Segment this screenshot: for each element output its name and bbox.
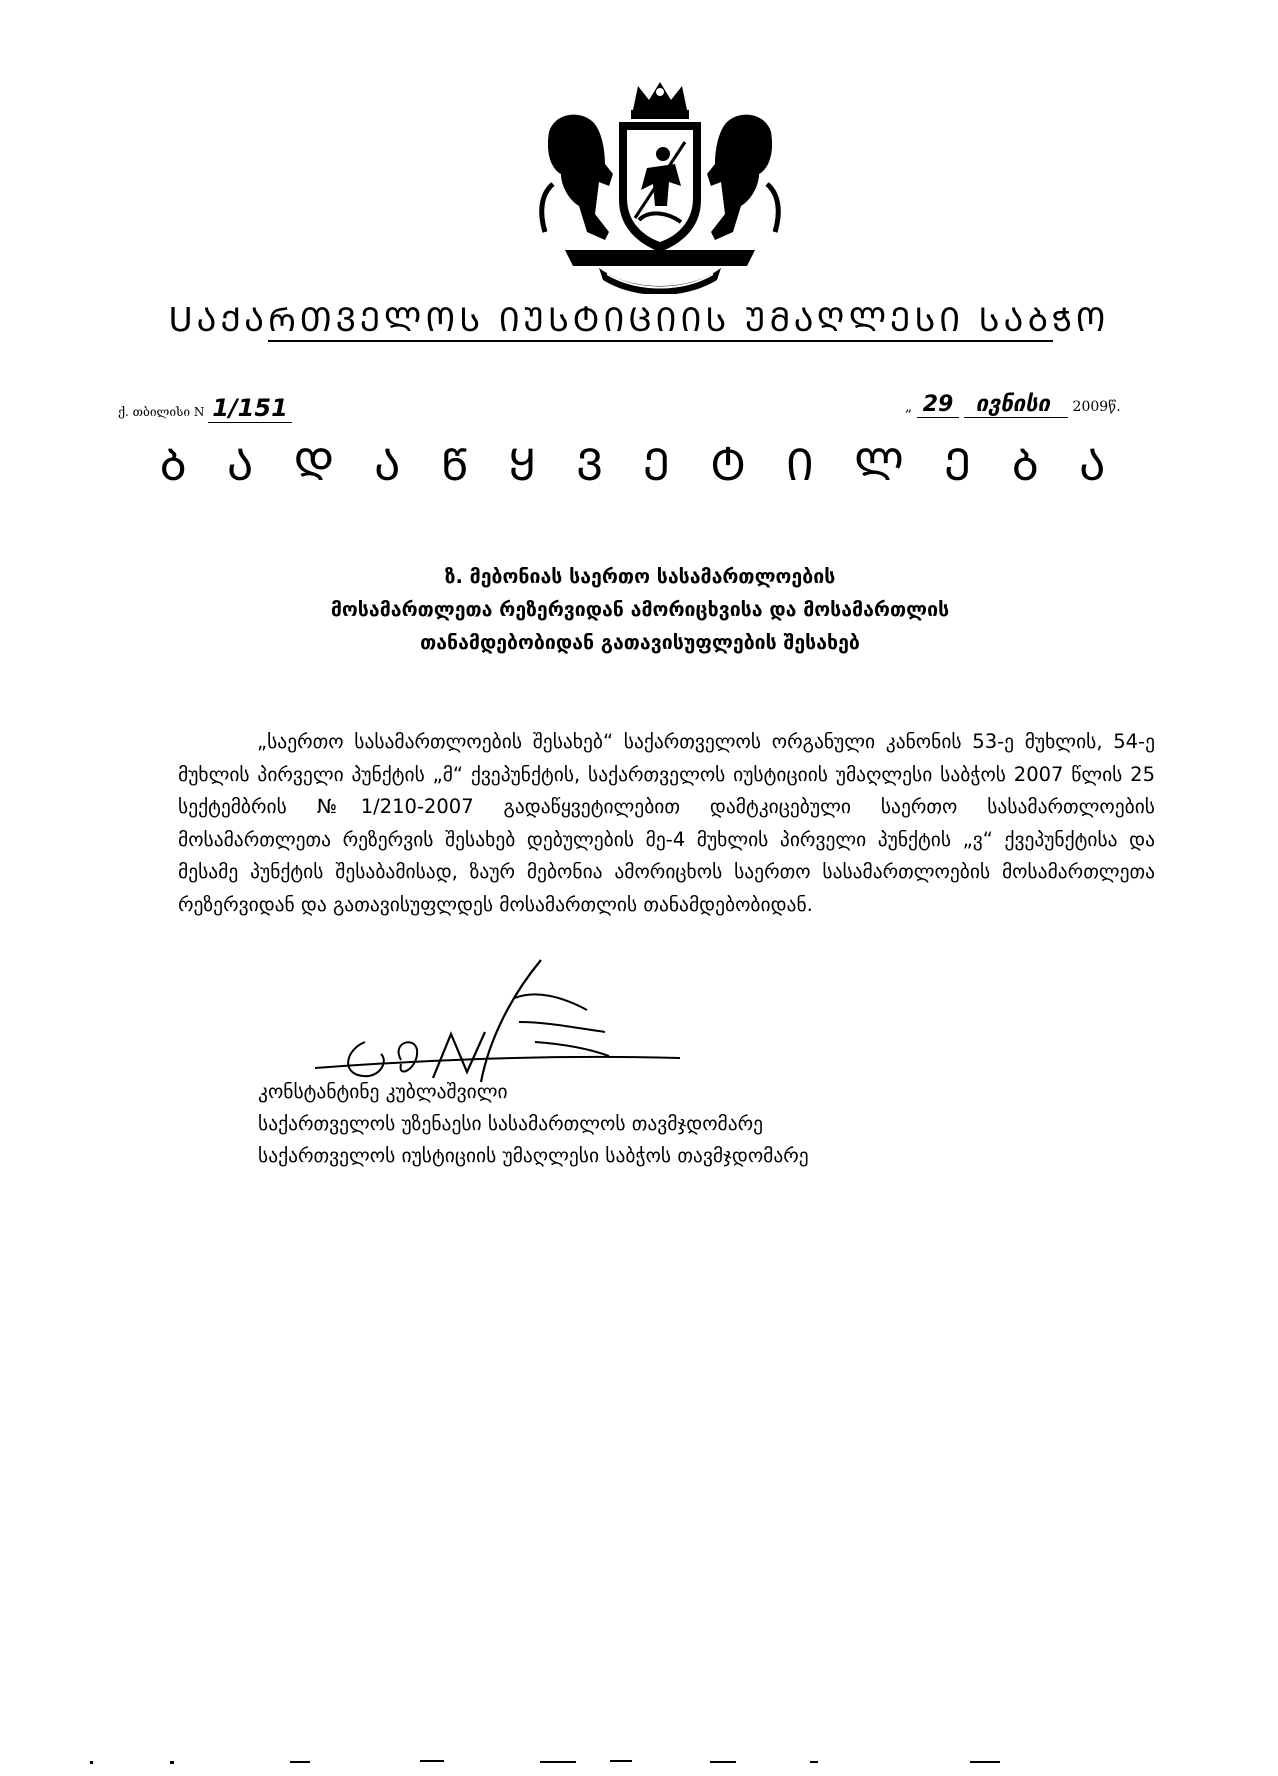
decision-title: Ბ Ა Დ Ა Წ Ყ Ვ Ე Ტ Ი Ლ Ე Ბ Ა <box>159 440 1119 491</box>
document-number-label: ქ. თბილისი N <box>118 405 205 419</box>
subject-line: მოსამართლეთა რეზერვიდან ამორიცხვისა და მოსამართლის <box>330 598 950 621</box>
date-open-quote: „ <box>905 399 913 415</box>
coat-of-arms-emblem <box>535 82 785 294</box>
decision-body: „საერთო სასამართლოების შესახებ“ საქართველოს ორგანული კანონის 53-ე მუხლის, 54-ე მუხლის პირველი პუნქტის „მ“ ქვეპუნქტის, საქართველოს იუსტიციის უმაღლესი საბჭოს 2007 წლის 25 სექტემბრის №1/210-2007 გადაწყვეტილებით დამტკიცებული საერთო სასამართლოების მოსამართლეთა რეზერვის შესახებ დებულების მე-4 მუხლის პირველი პუნქტის „ვ“ ქვეპუნქტისა და მესამე პუნქტის შესაბამისად, ზაურ მებონია ამორიცხოს საერთო სასამართლოების მოსამართლეთა რეზერვიდან და გათავისუფლდეს მოსამართლის თანამდებობიდან. <box>178 730 1155 916</box>
title-underline <box>268 340 1053 342</box>
document-date <box>905 392 1121 417</box>
date-month: ივნისი <box>964 392 1068 418</box>
signer-title: საქართველოს უზენაესი სასამართლოს თავმჯდომარე <box>258 1112 764 1135</box>
handwritten-signature <box>305 950 685 1090</box>
subject-line: ზ. მებონიას საერთო სასამართლოების <box>444 565 836 588</box>
document-number-value: 1/151 <box>208 394 292 423</box>
signer-title: საქართველოს იუსტიციის უმაღლესი საბჭოს თავმჯდომარე <box>258 1144 809 1167</box>
council-title: ՍᲐᲥᲐᲠᲗᲕᲔᲚᲝᲡ ᲘᲣᲡᲢᲘᲪᲘᲘᲡ ᲣᲛᲐᲦᲚᲔᲡᲘ ᲡᲐᲑᲭᲝ <box>168 300 1110 339</box>
date-year: 2009წ. <box>1072 399 1121 415</box>
date-day: 29 <box>917 392 960 418</box>
signer-block <box>258 1076 809 1172</box>
signer-name: კონსტანტინე კუბლაშვილი <box>258 1080 508 1103</box>
scan-edge-marks <box>90 1758 1190 1766</box>
document-number <box>118 394 292 422</box>
decision-subject <box>250 560 1030 659</box>
subject-line: თანამდებობიდან გათავისუფლების შესახებ <box>420 631 860 654</box>
